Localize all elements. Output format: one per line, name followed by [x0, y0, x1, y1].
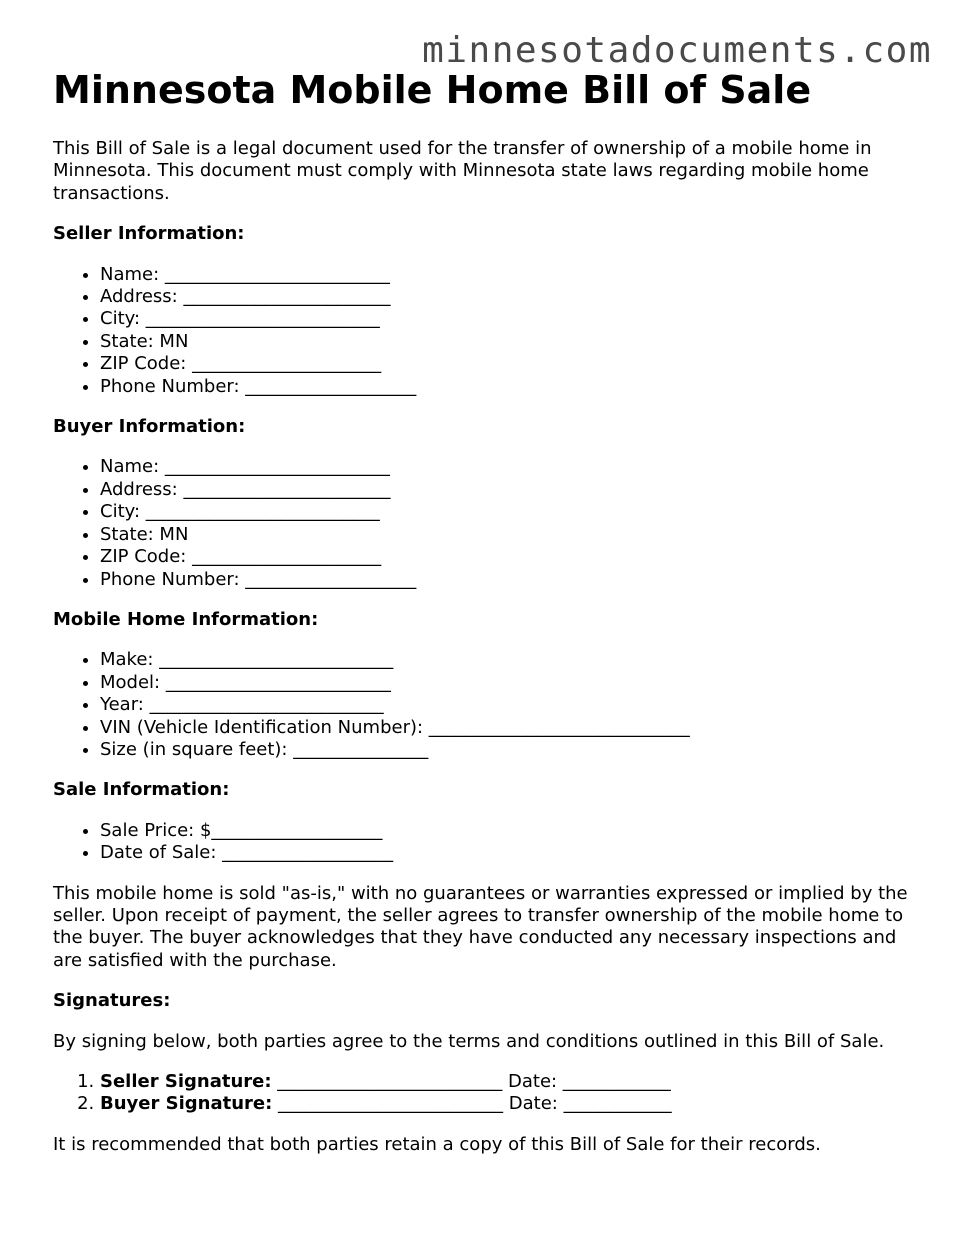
intro-paragraph: This Bill of Sale is a legal document used for the transfer of ownership of a mobile home in Minnesota. This document must comply with Minnesota state laws regarding mobile home transactions.: [53, 138, 872, 204]
home-field-list: [53, 649, 923, 761]
seller-field-list: [53, 264, 923, 398]
home-size-field: • Size (in square feet): _______________: [100, 739, 923, 761]
buyer-signature-line: [100, 1093, 923, 1115]
seller-signature-blanks: _________________________ Date: ____________: [271, 1071, 671, 1092]
seller-address-field: • Address: _______________________: [100, 286, 923, 308]
footer-note: It is recommended that both parties retain a copy of this Bill of Sale for their records.: [53, 1133, 821, 1155]
seller-signature-line: [100, 1071, 923, 1093]
home-heading: Mobile Home Information:: [53, 608, 319, 630]
seller-phone-field: • Phone Number: ___________________: [100, 376, 923, 398]
home-year-field: • Year: __________________________: [100, 694, 923, 716]
buyer-phone-field: • Phone Number: ___________________: [100, 569, 923, 591]
seller-city-field: • City: __________________________: [100, 308, 923, 330]
buyer-state-field: • State: MN: [100, 524, 923, 546]
seller-signature-label: Seller Signature:: [100, 1071, 272, 1092]
seller-heading: Seller Information:: [53, 223, 245, 245]
buyer-name-field: • Name: _________________________: [100, 456, 923, 478]
sale-field-list: [53, 820, 923, 865]
buyer-zip-field: • ZIP Code: _____________________: [100, 546, 923, 568]
buyer-field-list: [53, 456, 923, 590]
seller-state-field: • State: MN: [100, 331, 923, 353]
signatures-intro: By signing below, both parties agree to the terms and conditions outlined in this Bill of Sale.: [53, 1030, 885, 1052]
site-watermark: minnesotadocuments.com: [422, 30, 932, 71]
home-make-field: • Make: __________________________: [100, 649, 923, 671]
buyer-signature-label: Buyer Signature:: [100, 1093, 273, 1115]
seller-zip-field: • ZIP Code: _____________________: [100, 353, 923, 375]
buyer-address-field: • Address: _______________________: [100, 479, 923, 501]
page-title: Minnesota Mobile Home Bill of Sale: [53, 68, 812, 112]
home-model-field: • Model: _________________________: [100, 672, 923, 694]
sale-heading: Sale Information:: [53, 779, 230, 801]
sale-price-field: • Sale Price: $___________________: [100, 820, 923, 842]
sale-date-field: • Date of Sale: ___________________: [100, 842, 923, 864]
terms-paragraph: This mobile home is sold "as-is," with no guarantees or warranties expressed or implied by the seller. Upon receipt of payment, the seller agrees to transfer ownership of the mobile home to the buyer. The buyer acknowledges that they have conducted any necessary inspections and are satisfied with the purchase.: [53, 882, 908, 971]
home-vin-field: • VIN (Vehicle Identification Number): _____________________________: [100, 717, 923, 739]
signature-list: [53, 1071, 923, 1116]
buyer-city-field: • City: __________________________: [100, 501, 923, 523]
seller-name-field: • Name: _________________________: [100, 264, 923, 286]
buyer-heading: Buyer Information:: [53, 416, 246, 438]
document-body: [53, 64, 923, 1174]
signatures-heading: Signatures:: [53, 990, 171, 1012]
buyer-signature-blanks: _________________________ Date: ____________: [272, 1093, 672, 1115]
